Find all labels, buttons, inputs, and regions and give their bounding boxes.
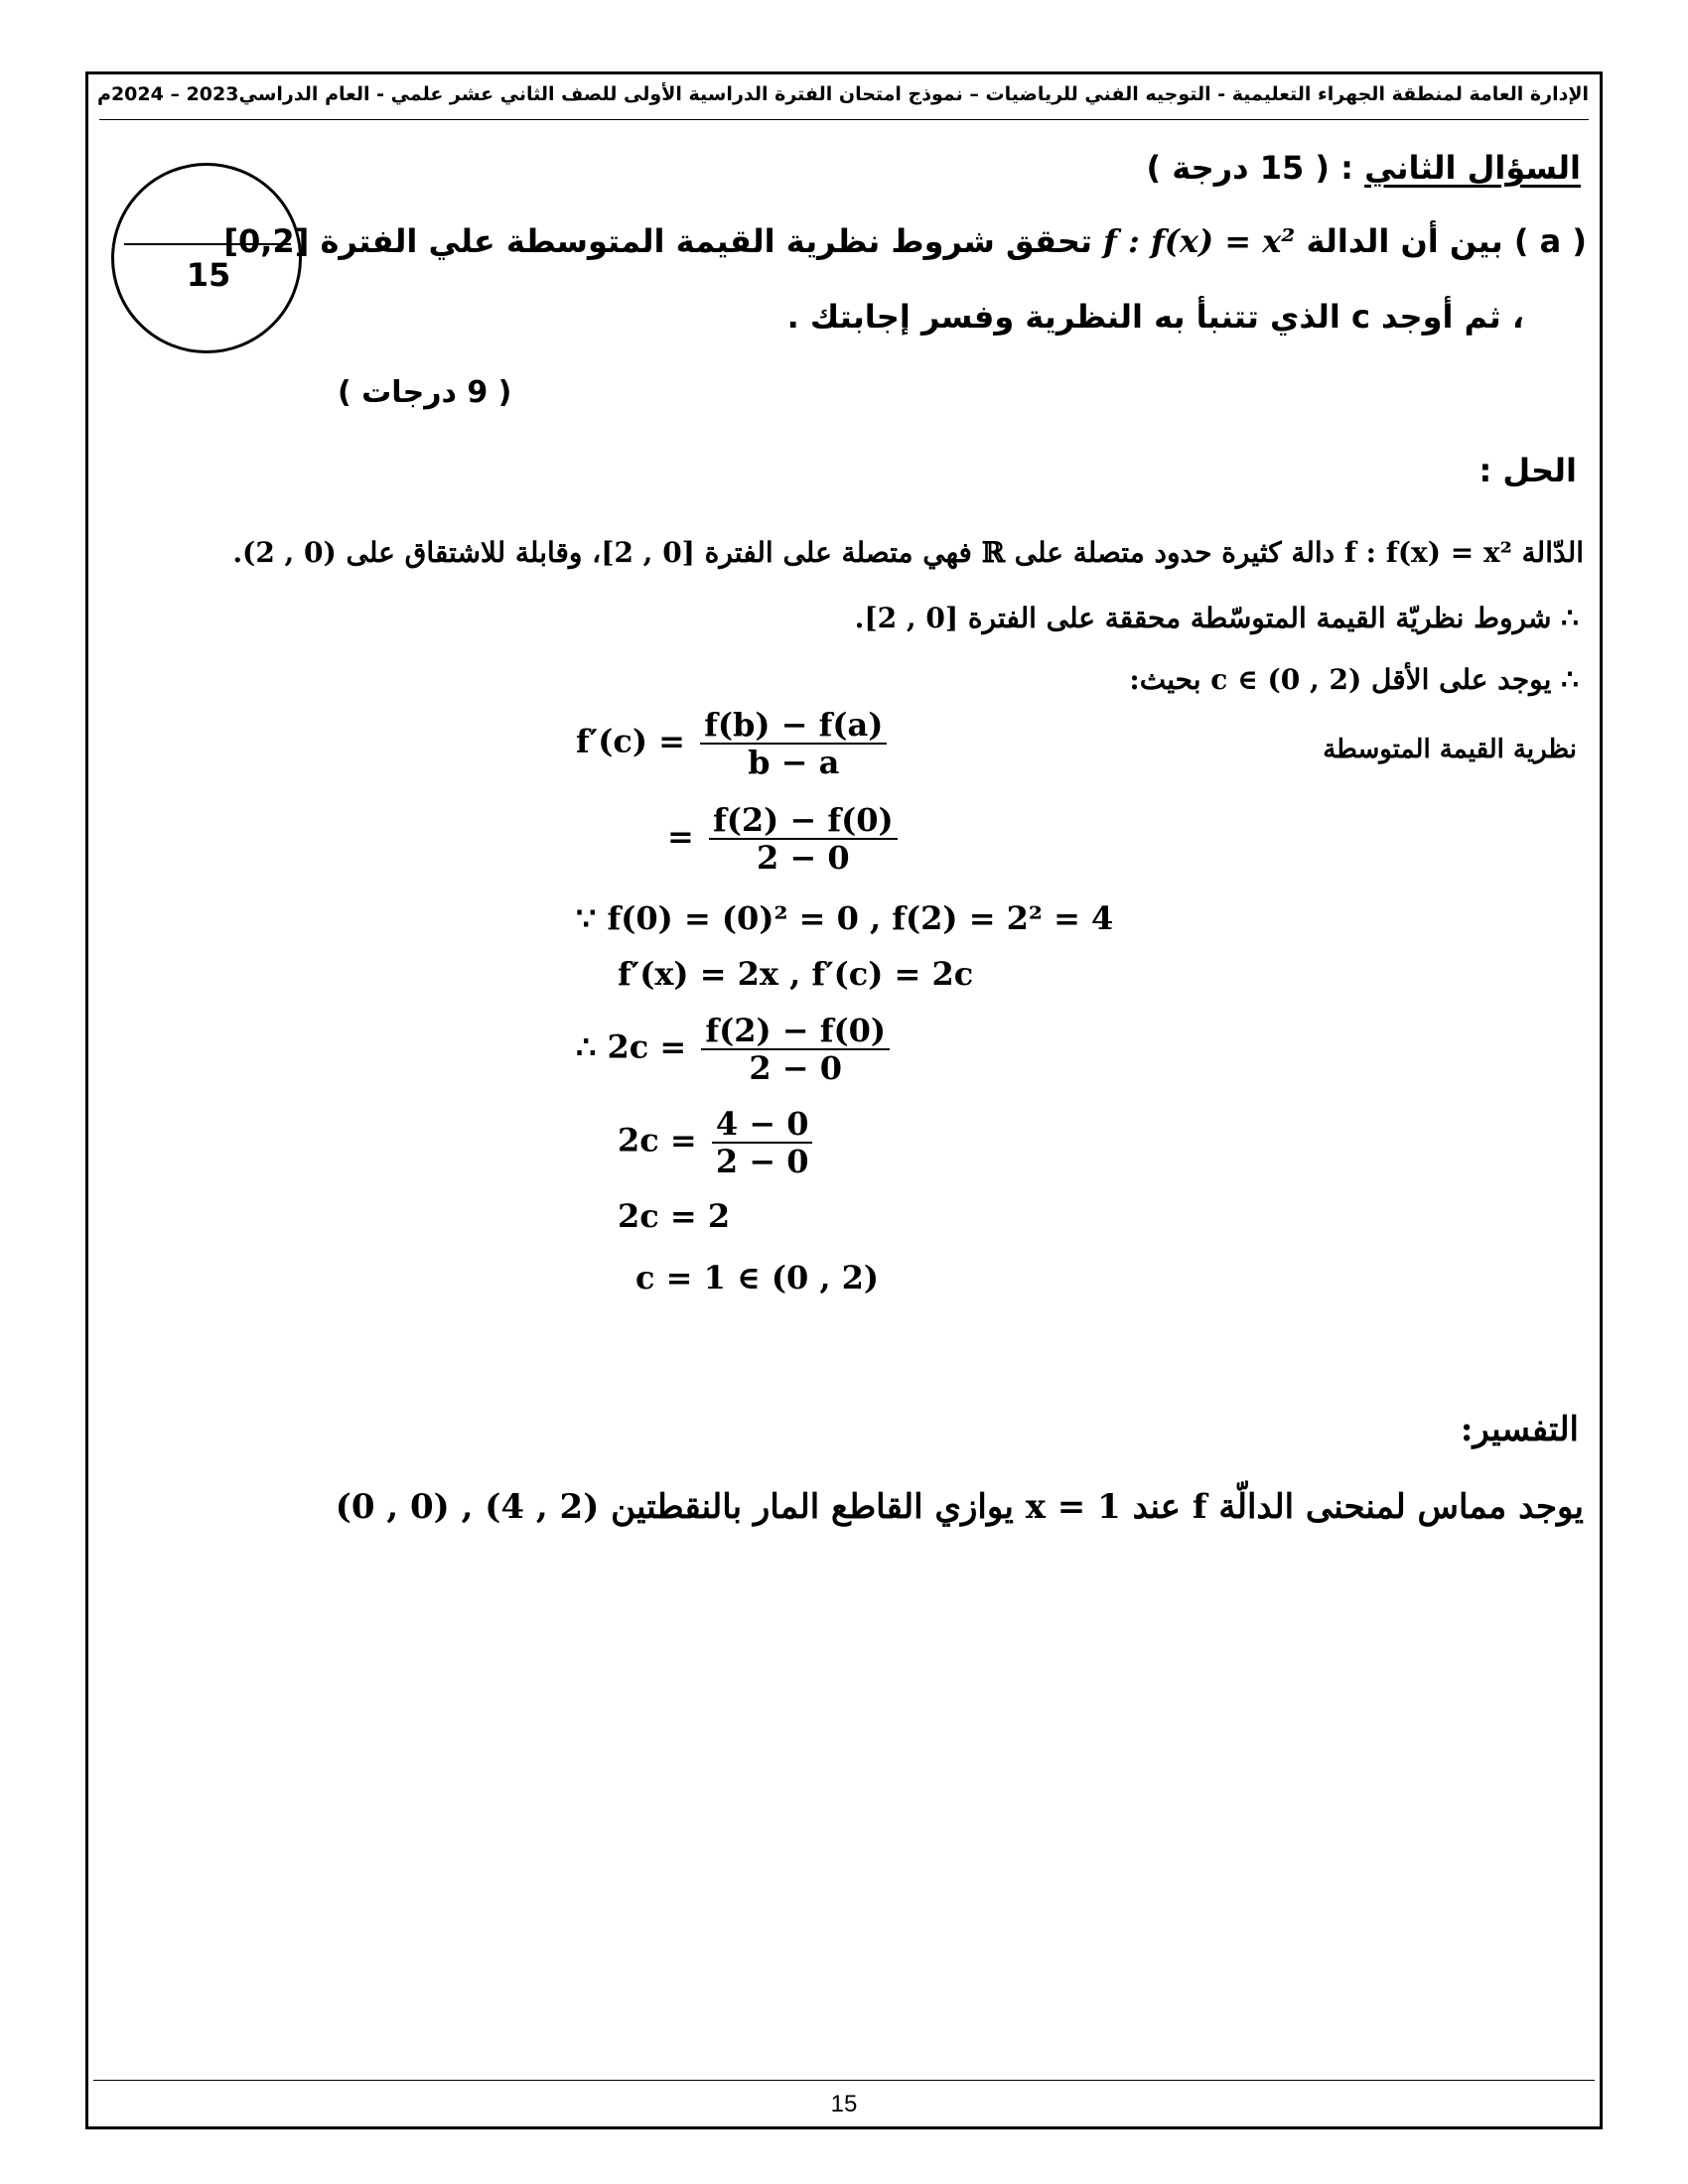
header-divider <box>99 119 1589 120</box>
equation-mvt <box>576 707 891 780</box>
exam-header: الإدارة العامة لمنطقة الجهراء التعليمية - التوجيه الفني للرياضيات – نموذج امتحان الفترة الدراسية الأولى للصف الثاني عشر علمي - العام الدراسي2023 – 2024م <box>97 83 1589 105</box>
part-a-points: ( 9 درجات ) <box>338 375 512 410</box>
equation-2c-equals-2: 2c = 2 <box>618 1197 731 1235</box>
solution-line3: ∴ يوجد على الأقل c ∈ (0 , 2) بحيث: <box>1129 663 1579 696</box>
eq1-numerator: f(b) − f(a) <box>700 707 887 745</box>
equation-substitute <box>667 802 902 876</box>
eq1-denominator: b − a <box>748 744 840 781</box>
part-a-line1 <box>223 222 1587 260</box>
eq6-denominator: 2 − 0 <box>715 1143 809 1180</box>
part-a-line2: ، ثم أوجد c الذي تتنبأ به النظرية وفسر إجابتك . <box>786 298 1524 336</box>
equation-values: ∵ f(0) = (0)² = 0 , f(2) = 2² = 4 <box>576 899 1114 937</box>
question-title-row <box>1146 149 1581 187</box>
page-frame <box>85 71 1603 2129</box>
score-value: 15 <box>186 256 231 294</box>
eq2-denominator: 2 − 0 <box>757 839 850 877</box>
eq5-fraction <box>701 1013 890 1086</box>
equation-2c-numeric <box>618 1106 816 1179</box>
footer-divider <box>93 2080 1595 2081</box>
eq6-fraction <box>712 1106 813 1179</box>
part-a-label: ( a ) <box>1513 222 1587 260</box>
eq6-numerator: 4 − 0 <box>712 1106 813 1144</box>
equation-2c <box>576 1013 894 1086</box>
eq1-fraction <box>700 707 887 780</box>
eq5-denominator: 2 − 0 <box>749 1049 843 1087</box>
solution-line2: ∴ شروط نظريّة القيمة المتوسّطة محققة على الفترة [0 , 2]. <box>854 602 1579 634</box>
eq5-numerator: f(2) − f(0) <box>701 1013 890 1050</box>
part-a-text1: بين أن الدالة <box>1306 222 1503 260</box>
eq1-lhs: f′(c) = <box>576 722 685 760</box>
eq2-numerator: f(2) − f(0) <box>709 802 898 840</box>
question-points: : ( 15 درجة ) <box>1146 149 1353 187</box>
solution-line1: الدّالة f : f(x) = x² دالة كثيرة حدود متصلة على ℝ فهي متصلة على الفترة [0 , 2]، وقابلة للاشتقاق على (0 , 2). <box>232 536 1584 569</box>
eq2-lhs: = <box>667 817 694 856</box>
mvt-label: نظرية القيمة المتوسطة <box>1323 735 1577 764</box>
eq2-fraction <box>709 802 898 876</box>
page-number: 15 <box>830 2091 858 2117</box>
interpretation-text: يوجد مماس لمنحنى الدالّة f عند x = 1 يوازي القاطع المار بالنقطتين (2 , 4) , (0 , 0) <box>335 1487 1584 1527</box>
part-a-text2: تحقق شروط نظرية القيمة المتوسطة علي الفترة [0,2] <box>223 222 1092 260</box>
solution-label: الحل : <box>1478 452 1577 489</box>
part-a-function: f : f(x) = x² <box>1103 222 1296 260</box>
question-title: السؤال الثاني <box>1364 149 1581 187</box>
eq6-lhs: 2c = <box>618 1121 697 1160</box>
equation-derivative: f′(x) = 2x , f′(c) = 2c <box>618 955 974 993</box>
equation-c-result: c = 1 ∈ (0 , 2) <box>635 1259 880 1297</box>
interpretation-label: التفسير: <box>1460 1410 1579 1449</box>
eq5-lhs: ∴ 2c = <box>576 1027 687 1066</box>
